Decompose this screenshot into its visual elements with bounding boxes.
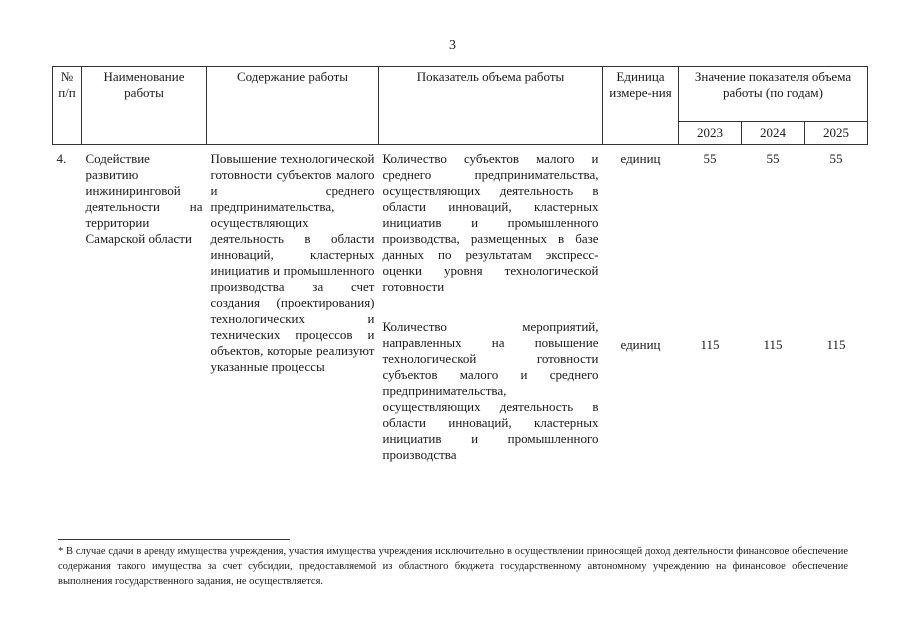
footnote: * В случае сдачи в аренду имущества учреждения, участия имущества учреждения исключительно в осуществлении приносящей доход деятельности финансовое обеспечение содержания такого имущества за счет субсидии, предоставляемой из областного бюджета государственному автономному учреждению на финансовое обеспечение выполнения государственного задания, не осуществляется. bbox=[58, 546, 848, 587]
indicator-1-unit: единиц bbox=[620, 151, 661, 166]
indicator-2-unit: единиц bbox=[620, 337, 661, 352]
indicator-1-value-2024: 55 bbox=[766, 151, 780, 166]
indicator-2-value-2023: 115 bbox=[700, 337, 720, 352]
work-volume-table bbox=[52, 66, 868, 463]
indicator-2-value-2024: 115 bbox=[763, 337, 783, 352]
indicator-2-value-2025: 115 bbox=[826, 337, 846, 352]
indicator-2-text: Количество мероприятий, направленных на повышение технологической готовности субъектов малого и среднего предпринимательства, осуществляющих деятельность в области инноваций, кластерных инициатив и промышленного производства bbox=[382, 319, 599, 462]
indicator-1-text: Количество субъектов малого и среднего предпринимательства, осуществляющих деятельность в области инноваций, кластерных инициатив и промышленного производства, размещенных в базе данных по результатам экспресс-оценки уровня технологической готовности bbox=[382, 151, 599, 294]
page-number: 3 bbox=[449, 38, 456, 53]
table-row bbox=[53, 145, 868, 296]
header-num: № п/п bbox=[53, 67, 82, 145]
header-year-2024: 2024 bbox=[742, 122, 805, 145]
header-value: Значение показателя объема работы (по годам) bbox=[679, 67, 868, 122]
row-spacer bbox=[379, 295, 868, 319]
header-year-2025: 2025 bbox=[805, 122, 868, 145]
row-num: 4. bbox=[56, 151, 67, 166]
header-name: Наименование работы bbox=[82, 67, 207, 145]
indicator-1-value-2023: 55 bbox=[703, 151, 717, 166]
header-unit: Единица измере-ния bbox=[603, 67, 679, 145]
row-name: Содействие развитию инжиниринговой деятельности на территории Самарской области bbox=[85, 151, 203, 246]
indicator-1-value-2025: 55 bbox=[829, 151, 843, 166]
header-indicator: Показатель объема работы bbox=[379, 67, 603, 145]
header-content: Содержание работы bbox=[207, 67, 379, 145]
footnote-divider bbox=[58, 539, 290, 540]
row-content: Повышение технологической готовности субъектов малого и среднего предпринимательства, осуществляющих деятельность в области инноваций, кластерных инициатив и промышленного производства за счет создания (проектирования) технологических и технических процессов и объектов, которые реализуют указанные процессы bbox=[210, 151, 375, 374]
header-year-2023: 2023 bbox=[679, 122, 742, 145]
